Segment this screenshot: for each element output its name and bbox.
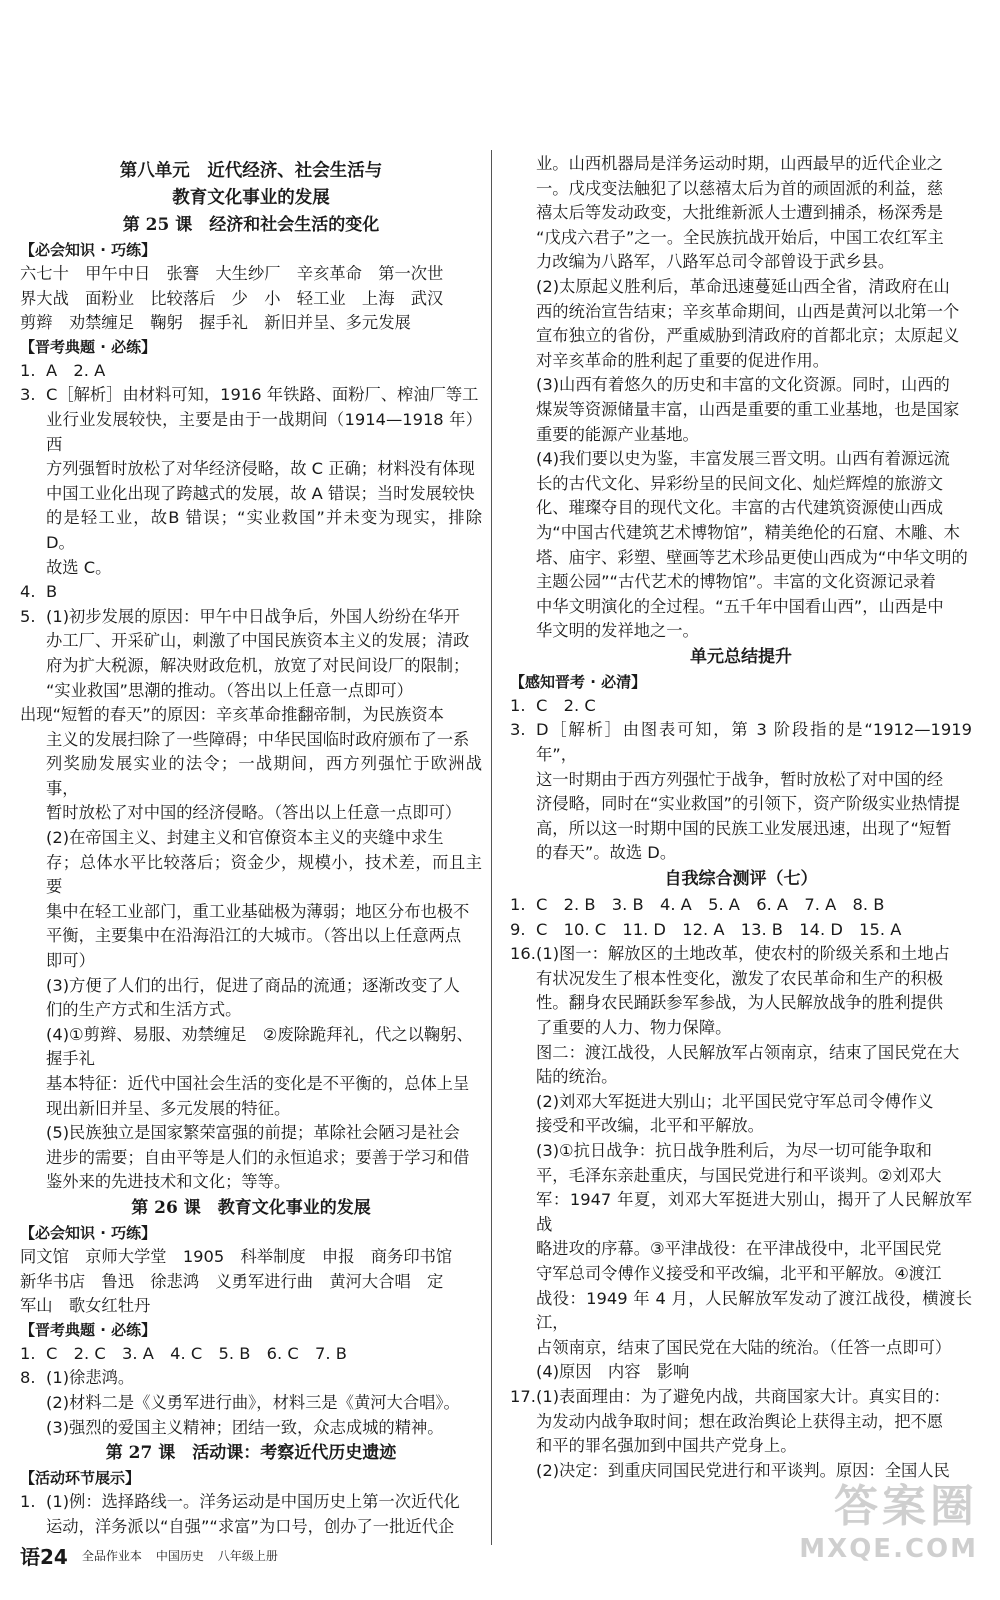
- answer-line: 略进攻的序幕。③平津战役：在平津战役中，北平国民党: [536, 1239, 942, 1259]
- page-number: 语24: [20, 1545, 68, 1569]
- answer-item: [510, 918, 972, 943]
- text-line: 即可）: [46, 951, 95, 971]
- text-line: (2)在帝国主义、封建主义和官僚资本主义的夹缝中求生: [46, 828, 444, 848]
- answer-line: [20, 383, 482, 408]
- lesson27-answer-continued: [510, 152, 972, 644]
- text-line: 力改编为八路军，八路军总司令部曾设于武乡县。: [536, 252, 895, 272]
- answer-line: 守军总司令傅作义接受和平改编，北平和平解放。④渡江: [536, 1263, 942, 1283]
- self-test-answers: [510, 893, 972, 1483]
- answer-text: C［解析］由材料可知，1916 年铁路、面粉厂、榨油厂等工: [46, 385, 479, 405]
- text-line: 同文馆 京师大学堂 1905 科举制度 申报 商务印书馆: [20, 1246, 453, 1266]
- right-column: [510, 152, 972, 1483]
- answer-text: B: [46, 582, 58, 602]
- text-line: 对辛亥革命的胜利起了重要的促进作用。: [536, 350, 830, 370]
- answer-line: 的春天”。故选 D。: [536, 843, 677, 863]
- answer-line: [20, 1342, 482, 1367]
- text-line: 进步的需要；自由平等是人们的永恒追求；要善于学习和借: [46, 1147, 470, 1167]
- answer-line: 为发动内战争取时间；想在政治舆论上获得主动，把不愿: [536, 1411, 944, 1431]
- answer-text: (1)表面理由：为了避免内战，共商国家大计。真实目的：: [536, 1386, 950, 1406]
- lesson27-activity-heading: 【活动环节展示】: [20, 1469, 141, 1488]
- answer-item: [20, 1366, 482, 1440]
- text-line: 鉴外来的先进技术和文化；等等。: [46, 1172, 291, 1192]
- answer-item: [510, 694, 972, 719]
- answer-number: 4.: [20, 582, 36, 602]
- unit-summary-title: 单元总结提升: [690, 646, 792, 667]
- text-line: 主题公园”“古代艺术的博物馆”。丰富的文化资源记录着: [536, 572, 936, 592]
- answer-line: [510, 893, 972, 918]
- column-divider: [491, 150, 492, 1545]
- answer-line: 方列强暂时放松了对华经济侵略，故 C 正确；材料没有体现: [46, 459, 475, 479]
- text-line: 出现“短暂的春天”的原因：辛亥革命推翻帝制，为民族资本: [20, 705, 444, 725]
- answer-text: C 2. C 3. A 4. C 5. B 6. C 7. B: [46, 1343, 347, 1363]
- answer-item: [20, 359, 482, 384]
- answer-item: [510, 1385, 972, 1483]
- answer-number: 1.: [510, 895, 526, 915]
- text-line: 主义的发展扫除了一些障碍；中华民国临时政府颁布了一系: [46, 729, 470, 749]
- answer-number: 3.: [20, 385, 36, 405]
- answer-line: 运动，洋务派以“自强”“求富”为口号，创办了一批近代企: [46, 1516, 455, 1536]
- text-line: 长的古代文化、异彩纷呈的民间文化、灿烂辉煌的旅游文: [536, 473, 944, 493]
- text-line: 存；总体水平比较落后；资金少，规模小，技术差，而且主要: [46, 852, 482, 897]
- answer-line: 平，毛泽东亲赴重庆，与国民党进行和平谈判。②刘邓大: [536, 1165, 942, 1185]
- lesson25-answers: [20, 359, 482, 703]
- text-line: 业。山西机器局是洋务运动时期，山西最早的近代企业之: [536, 154, 944, 173]
- answer-line: 和平的罪名强加到中国共产党身上。: [536, 1436, 797, 1456]
- answer-item: [510, 893, 972, 918]
- answer-line: 故选 C。: [46, 557, 112, 577]
- text-line: 基本特征：近代中国社会生活的变化是不平衡的，总体上呈: [46, 1074, 470, 1093]
- answer-number: 16.: [510, 944, 536, 964]
- answer-item: [20, 1490, 482, 1539]
- answer-number: 17.: [510, 1386, 536, 1406]
- unit-title-line2: 教育文化事业的发展: [172, 188, 330, 208]
- answer-line: 这一时期由于西方列强忙于战争，暂时放松了对中国的经: [536, 769, 944, 789]
- answer-line: 府为扩大税源，解决财政危机，放宽了对民间设厂的限制；: [46, 655, 470, 675]
- book-name: 全品作业本: [81, 1549, 142, 1563]
- text-line: 新华书店 鲁迅 徐悲鸿 义勇军进行曲 黄河大合唱 定: [20, 1271, 444, 1291]
- answer-line: 接受和平改编，北平和平解放。: [536, 1116, 764, 1136]
- answer-number: 8.: [20, 1368, 36, 1388]
- answer-line: 了重要的人力、物力保障。: [536, 1018, 732, 1037]
- text-line: 塔、庙宇、彩塑、壁画等艺术珍品更使山西成为“中华文明的: [536, 547, 968, 567]
- answer-line: [510, 1385, 972, 1410]
- text-line: (2)太原起义胜利后，革命迅速蔓延山西全省，清政府在山: [536, 276, 950, 296]
- answer-line: [20, 1490, 482, 1515]
- unit-title-line1: 第八单元 近代经济、社会生活与: [119, 161, 383, 181]
- answer-number: 9.: [510, 919, 526, 939]
- text-line: 剪辫 劝禁缠足 鞠躬 握手礼 新旧并呈、多元发展: [20, 313, 411, 333]
- answer-item: [20, 1342, 482, 1367]
- text-line: 中华文明演化的全过程。“五千年中国看山西”，山西是中: [536, 596, 944, 616]
- watermark-url: MXQE.COM: [799, 1534, 978, 1564]
- answer-number: 1.: [20, 1492, 36, 1512]
- answer-line: [510, 918, 972, 943]
- answer-item: [20, 605, 482, 703]
- unit-summary-heading: 【感知晋考 · 必清】: [510, 672, 647, 691]
- text-line: 平衡，主要集中在沿海沿江的大城市。（答出以上任意两点: [46, 926, 462, 946]
- answer-line: (2)刘邓大军挺进大别山；北平国民党守军总司令傅作义: [536, 1091, 934, 1111]
- answer-line: [510, 942, 972, 967]
- watermark-title: 答案圈: [834, 1481, 978, 1532]
- answer-line: 办工厂、开采矿山，刺激了中国民族资本主义的发展；清政: [46, 631, 470, 651]
- answer-line: (2)决定：到重庆同国民党进行和平谈判。原因：全国人民: [536, 1460, 950, 1480]
- text-line: 化、璀璨夺目的现代文化。丰富的古代建筑资源使山西成: [536, 498, 944, 518]
- answer-line: 高，所以这一时期中国的民族工业发展迅速，出现了“短暂: [536, 818, 952, 838]
- answer-line: 济侵略，同时在“实业救国”的引领下，资产阶级实业热情提: [536, 794, 960, 814]
- answer-number: 3.: [510, 720, 526, 740]
- text-line: 列奖励发展实业的法令；一战期间，西方列强忙于欧洲战事，: [46, 754, 482, 798]
- lesson25-knowledge-heading: 【必会知识 · 巧练】: [20, 241, 157, 259]
- answer-line: (3)①抗日战争：抗日战争胜利后，为尽一切可能争取和: [536, 1140, 932, 1160]
- text-line: 重要的能源产业基地。: [536, 424, 699, 444]
- lesson25-knowledge: [20, 262, 482, 336]
- text-line: 暂时放松了对中国的经济侵略。（答出以上任意一点即可）: [46, 803, 462, 823]
- subject-name: 中国历史: [155, 1549, 204, 1563]
- unit-summary-answers: [510, 694, 972, 866]
- text-line: 为“中国古代建筑艺术博物馆”，精美绝伦的石窟、木雕、木: [536, 522, 960, 542]
- text-line: (3)山西有着悠久的历史和丰富的文化资源。同时，山西的: [536, 375, 950, 395]
- answer-line: [20, 605, 482, 630]
- lesson26-title: 第 26 课 教育文化事业的发展: [131, 1197, 371, 1218]
- left-column: [20, 158, 482, 1539]
- lesson27-answers: [20, 1490, 482, 1539]
- answer-item: [20, 383, 482, 580]
- answer-line: 中国工业化出现了跨越式的发展，故 A 错误；当时发展较快: [46, 483, 475, 503]
- text-line: 界大战 面粉业 比较落后 少 小 轻工业 上海 武汉: [20, 288, 444, 308]
- text-line: 一。戊戌变法触犯了以慈禧太后为首的顽固派的利益，慈: [536, 178, 944, 198]
- lesson26-knowledge: [20, 1245, 482, 1319]
- text-line: 握手礼: [46, 1049, 95, 1069]
- answer-line: 图二：渡江战役，人民解放军占领南京，结束了国民党在大: [536, 1042, 960, 1062]
- lesson26-answers: [20, 1342, 482, 1440]
- answer-line: 占领南京，结束了国民党在大陆的统治。（任答一点即可）: [536, 1337, 952, 1357]
- answer-line: 有状况发生了根本性变化，激发了农民革命和生产的积极: [536, 968, 944, 988]
- self-test-title: 自我综合测评（七）: [664, 869, 818, 890]
- text-line: 集中在轻工业部门，重工业基础极为薄弱；地区分布也极不: [46, 901, 470, 921]
- answer-text: (1)初步发展的原因：甲午中日战争后，外国人纷纷在华开: [46, 606, 460, 626]
- answer-line: 陆的统治。: [536, 1067, 618, 1087]
- grade-name: 八年级上册: [217, 1549, 278, 1563]
- answer-item: [20, 580, 482, 605]
- text-line: 六七十 甲午中日 张謇 大生纱厂 辛亥革命 第一次世: [20, 264, 444, 283]
- answer-item: [510, 718, 972, 866]
- lesson25-answer-continued: [20, 703, 482, 1195]
- answer-line: [20, 359, 482, 384]
- answer-line: [20, 1366, 482, 1391]
- answer-text: (1)徐悲鸿。: [46, 1368, 135, 1388]
- answer-text: C 2. C: [536, 695, 596, 715]
- lesson25-title: 第 25 课 经济和社会生活的变化: [122, 215, 380, 235]
- answer-line: “实业救国”思潮的推动。（答出以上任意一点即可）: [46, 680, 413, 700]
- answer-line: 性。翻身农民踊跃参军参战，为人民解放战争的胜利提供: [536, 993, 944, 1013]
- answer-line: 战役：1949 年 4 月，人民解放军发动了渡江战役，横渡长江，: [536, 1288, 972, 1333]
- answer-text: C 10. C 11. D 12. A 13. B 14. D 15. A: [536, 919, 902, 939]
- answer-line: 军：1947 年夏，刘邓大军挺进大别山，揭开了人民解放军战: [536, 1190, 972, 1234]
- watermark-logo: [799, 1470, 978, 1564]
- text-line: 们的生产方式和生活方式。: [46, 1000, 242, 1020]
- answer-line: (4)原因 内容 影响: [536, 1362, 690, 1382]
- answer-text: (1)图一：解放区的土地改革，使农村的阶级关系和土地占: [536, 944, 950, 964]
- page-footer: [20, 1541, 278, 1570]
- text-line: (4)①剪辫、易服、劝禁缠足 ②废除跪拜礼，代之以鞠躬、: [46, 1024, 473, 1044]
- text-line: (3)方便了人们的出行，促进了商品的流通；逐渐改变了人: [46, 975, 460, 995]
- text-line: “戊戌六君子”之一。全民族抗战开始后，中国工农红军主: [536, 227, 944, 247]
- answer-number: 5.: [20, 606, 36, 626]
- text-line: 军山 歌女红牡丹: [20, 1296, 151, 1316]
- text-line: (5)民族独立是国家繁荣富强的前提；革除社会陋习是社会: [46, 1123, 460, 1143]
- text-line: 煤炭等资源储量丰富，山西是重要的重工业基地，也是国家: [536, 399, 960, 419]
- lesson25-exercise-heading: 【晋考典题 · 必练】: [20, 337, 157, 356]
- text-line: 宣布独立的省份，严重威胁到清政府的首都北京；太原起义: [536, 326, 960, 346]
- answer-line: 业行业发展较快，主要是由于一战期间（1914—1918 年）西: [46, 409, 482, 454]
- text-line: 西的统治宣告结束；辛亥革命期间，山西是黄河以北第一个: [536, 301, 960, 321]
- lesson27-title: 第 27 课 活动课：考察近代历史遗迹: [105, 1443, 397, 1464]
- answer-line: [510, 694, 972, 719]
- answer-line: [20, 580, 482, 605]
- answer-line: (2)材料二是《义勇军进行曲》，材料三是《黄河大合唱》。: [46, 1392, 460, 1412]
- answer-text: D［解析］由图表可知，第 3 阶段指的是“1912—1919 年”，: [536, 720, 972, 765]
- answer-line: 的是轻工业，故B 错误；“实业救国”并未变为现实，排除 D。: [46, 508, 482, 552]
- text-line: (4)我们要以史为鉴，丰富发展三晋文明。山西有着源远流: [536, 449, 950, 469]
- answer-item: [510, 942, 972, 1385]
- answer-text: A 2. A: [46, 360, 106, 380]
- lesson26-knowledge-heading: 【必会知识 · 巧练】: [20, 1223, 157, 1242]
- answer-line: (3)强烈的爱国主义精神；团结一致，众志成城的精神。: [46, 1417, 444, 1437]
- lesson26-exercise-heading: 【晋考典题 · 必练】: [20, 1320, 157, 1339]
- answer-number: 1.: [510, 695, 526, 715]
- answer-line: [510, 718, 972, 767]
- text-line: 禧太后等发动政变，大批维新派人士遭到捕杀，杨深秀是: [536, 203, 944, 223]
- answer-text: C 2. B 3. B 4. A 5. A 6. A 7. A 8. B: [536, 895, 885, 915]
- answer-text: (1)例：选择路线一。洋务运动是中国历史上第一次近代化: [46, 1492, 460, 1512]
- text-line: 华文明的发祥地之一。: [536, 621, 699, 641]
- answer-number: 1.: [20, 1343, 36, 1363]
- text-line: 现出新旧并呈、多元发展的特征。: [46, 1098, 291, 1118]
- answer-number: 1.: [20, 360, 36, 380]
